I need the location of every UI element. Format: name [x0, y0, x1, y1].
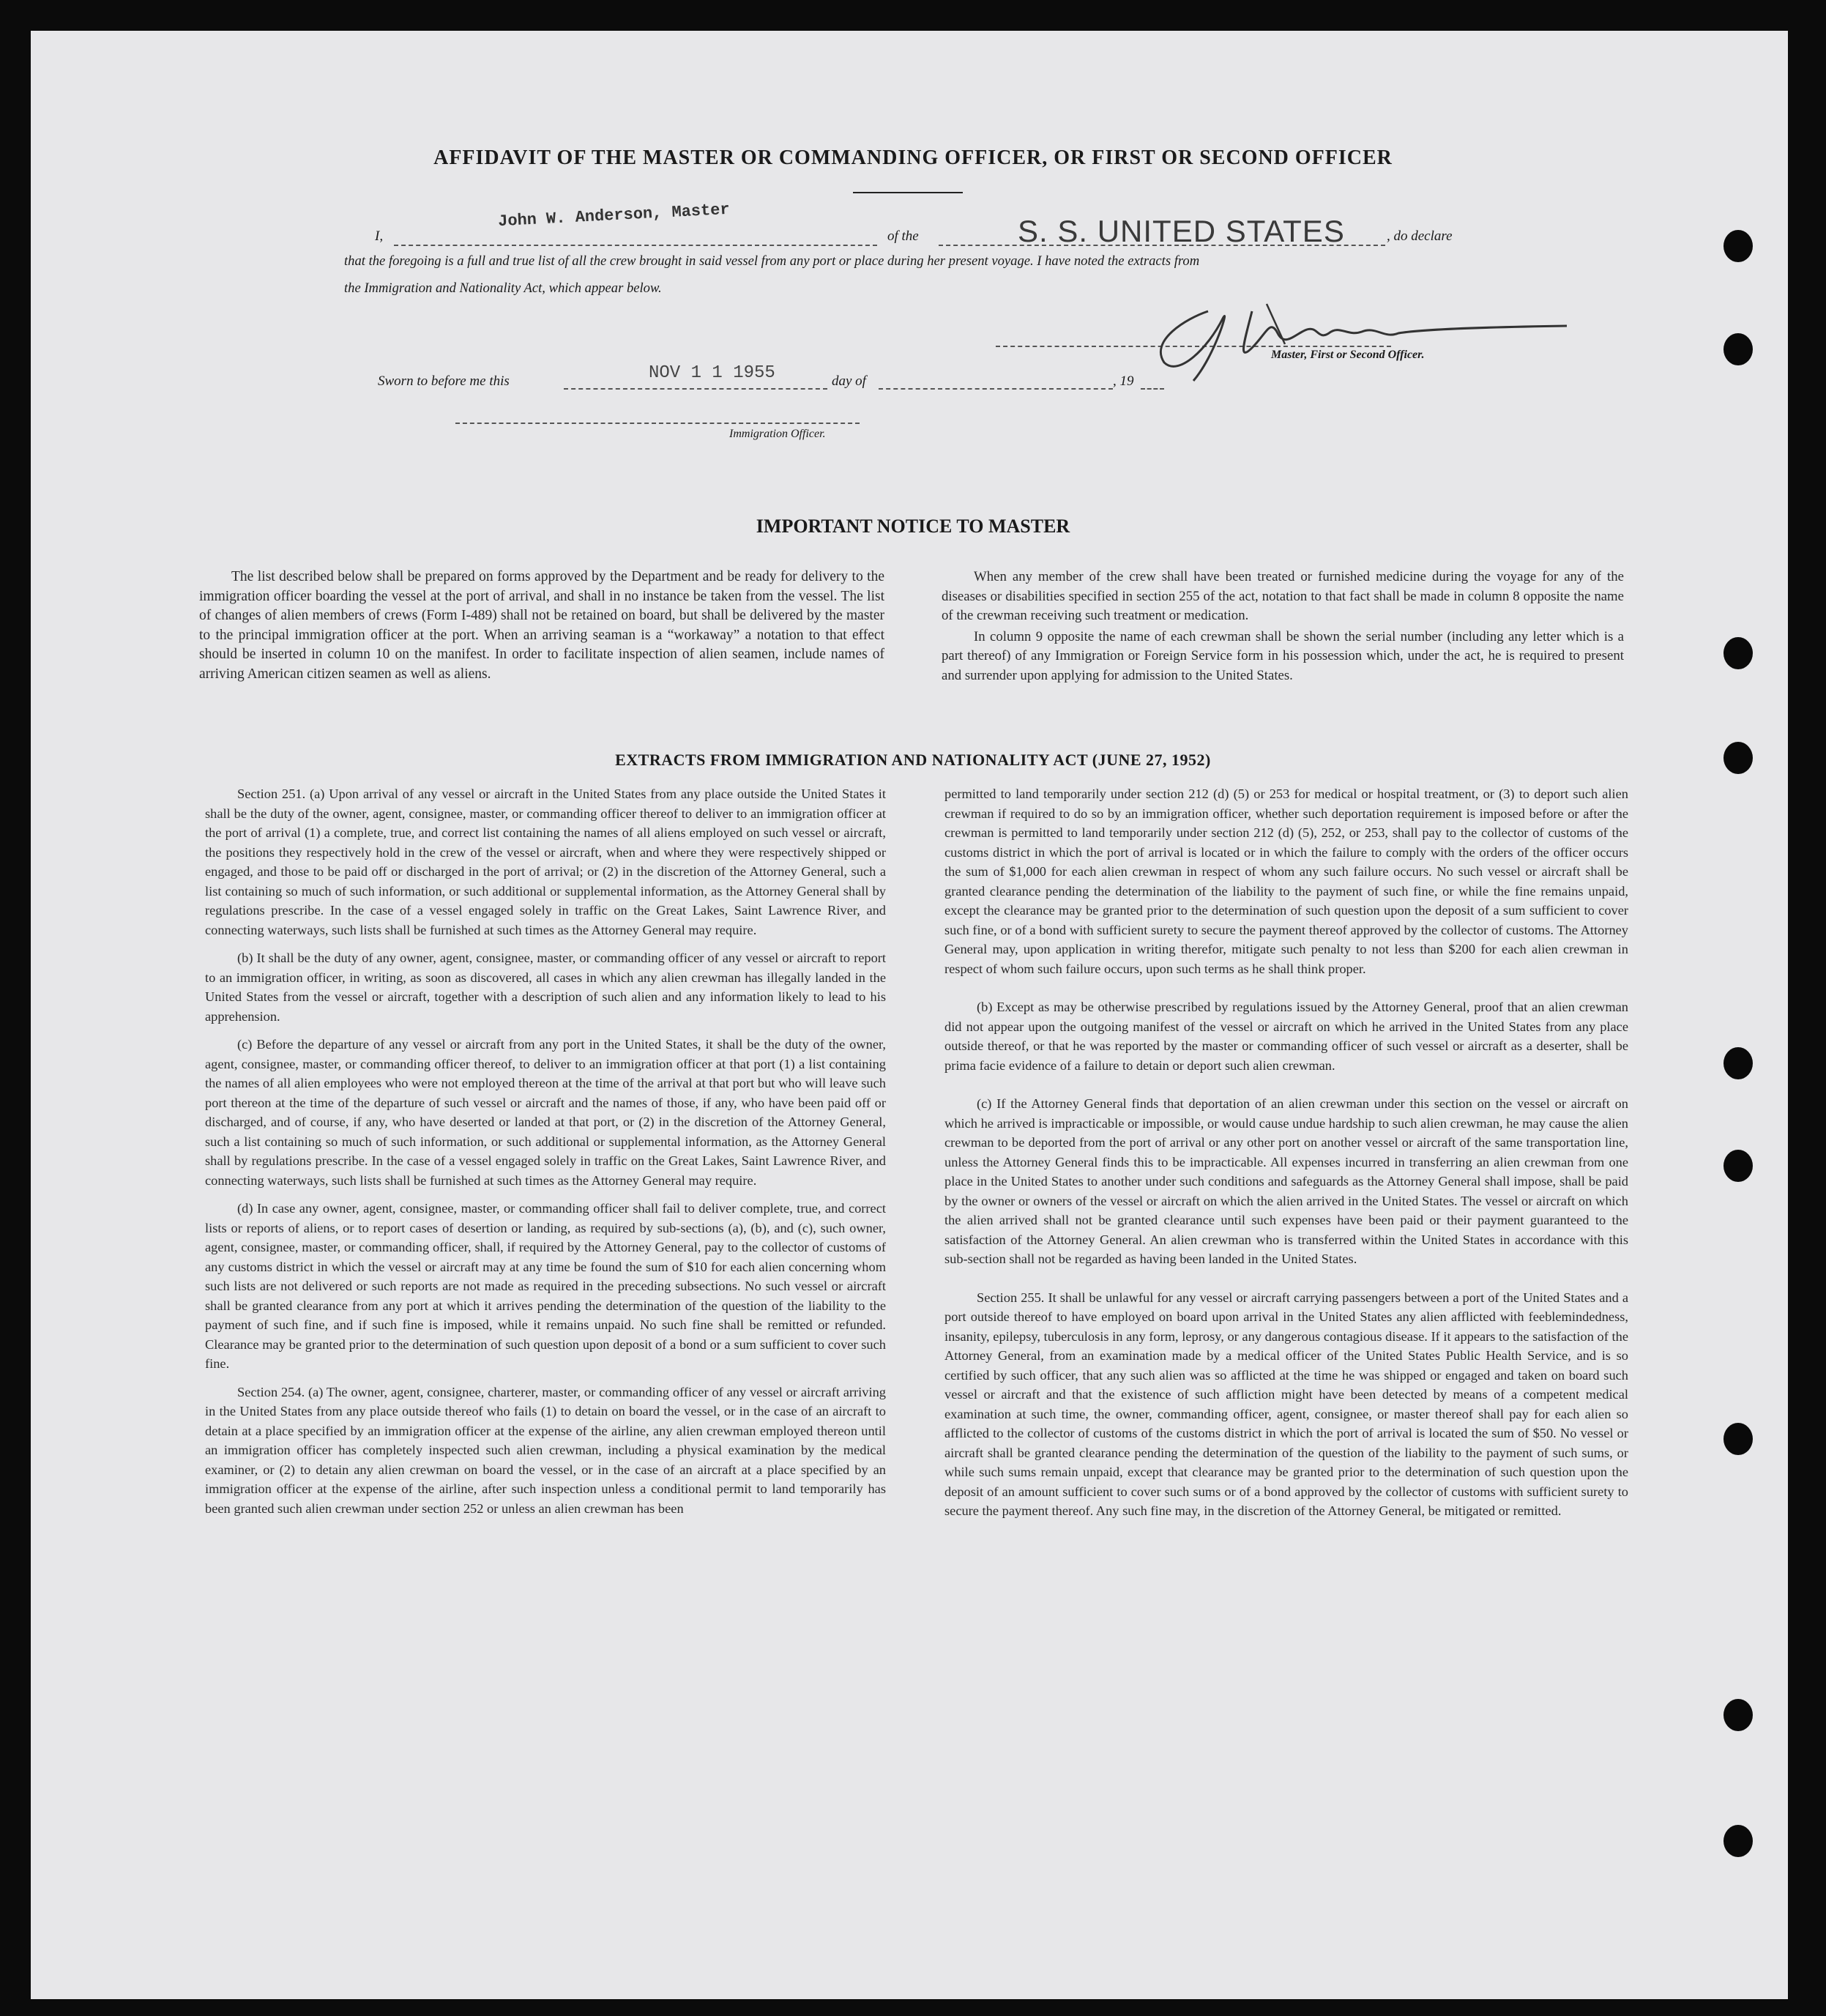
i-label: I,	[375, 228, 384, 244]
section-251-c: (c) Before the departure of any vessel or aircraft from any port in the United States, it shall be the duty of the owner, agent, consignee, master, or commanding officer thereof, to deliver to an immigration officer at that port (1) a list containing the names of all alien employees who were not employed thereon at the time of the arrival at that port but who will leave such port thereon at the time of the departure of such vessel or aircraft and the names of those, if any, who have been paid off or discharged, and of course, if any, who have deserted or landed at that port, or (2) in the discretion of the Attorney General, such a list containing so much of such information, or such additional or supplemental information, as the Attorney General shall by regulations prescribe. In the case of a vessel engaged solely in traffic on the Great Lakes, Saint Lawrence River, and connecting waterways, such lists shall be furnished at such times as the Attorney General may require.	[205, 1037, 886, 1188]
signature-caption: Master, First or Second Officer.	[1271, 349, 1425, 361]
punch-hole	[1723, 1047, 1753, 1079]
notice-right-column	[942, 568, 1624, 694]
notice-left-column	[199, 568, 884, 693]
punch-hole	[1723, 1150, 1753, 1182]
extracts-right-column	[944, 784, 1628, 1530]
punch-hole	[1723, 1699, 1753, 1731]
notice-right-paragraph-1: When any member of the crew shall have been treated or furnished medicine during the voyage for any of the diseases or disabilities specified in section 255 of the act, notation to that fact shall be made in column 8 opposite the name of the crewman receiving such treatment or medication.	[942, 569, 1624, 623]
extracts-left-column	[205, 784, 886, 1527]
section-254-c: (c) If the Attorney General finds that deportation of an alien crewman under this section on the vessel or aircraft on which he arrived is impracticable or impossible, or would cause undue hardship to such alien crewman, he may cause the alien crewman to be deported from the port of arrival or any other port on another vessel or aircraft of the same transportation line, unless the Attorney General finds this to be impracticable. All expenses incurred in transferring an alien crewman from one place in the United States to another under such conditions and safeguards as the Attorney General shall impose, shall be paid by the owner or owners of the vessel or aircraft on which the alien arrived in the United States. The vessel or aircraft on which the alien arrived shall not be granted clearance until such expenses have been paid or their payment guaranteed to the satisfaction of the Attorney General. An alien crewman who is transferred within the United States in accordance with this sub-section shall not be regarded as having been landed in the United States.	[944, 1096, 1628, 1266]
section-251-b: (b) It shall be the duty of any owner, agent, consignee, master, or commanding officer of any vessel or aircraft to report to an immigration officer, in writing, as soon as discovered, all cases in which any alien crewman has illegally landed in the United States from the vessel or aircraft, together with a description of such alien and any information likely to lead to his apprehension.	[205, 951, 886, 1024]
master-signature	[1142, 289, 1581, 392]
immigration-officer-caption: Immigration Officer.	[729, 428, 826, 440]
notice-right-paragraph-2: In column 9 opposite the name of each crewman shall be shown the serial number (including any letter which is a part thereof) of any Immigration or Foreign Service form in his possession which, under the act, he is required to present and surrender upon applying for admission to the United States.	[942, 628, 1624, 683]
declaration-line-1: that the foregoing is a full and true list of all the crew brought in said vessel from any port or place during her present voyage. I have noted the extracts from	[344, 253, 1200, 269]
sworn-year-line	[1141, 388, 1164, 390]
section-254-a: Section 254. (a) The owner, agent, consignee, charterer, master, or commanding officer of any vessel or aircraft arriving in the United States from any place outside thereof who fails (1) to detain on board the vessel, or in the case of an aircraft to detain at a place specified by an immigration officer at the expense of the airline, any alien crewman employed thereon until an immigration officer has completely inspected such alien crewman, including a physical examination by the medical examiner, or (2) to detain any alien crewman on board the vessel, or in the case of an aircraft at a place specified by an immigration officer at the expense of the airline, after such inspection unless a conditional permit to land temporarily has been granted such alien crewman under section 252 or unless an alien crewman has been	[205, 1384, 886, 1516]
year-label: , 19	[1113, 373, 1134, 389]
punch-hole	[1723, 1825, 1753, 1857]
sworn-month-line	[879, 388, 1113, 390]
immigration-officer-line	[455, 423, 860, 424]
notice-left-paragraph: The list described below shall be prepared on forms approved by the Department and be ready for delivery to the immigration officer boarding the vessel at the port of arrival, and shall in no instance be taken from the vessel. The list of changes of alien members of crews (Form I-489) shall not be retained on board, but shall be delivered by the master to the principal immigration officer at the port. When an arriving seaman is a “workaway” a notation to that effect should be inserted in column 10 on the manifest. In order to facilitate inspection of alien seamen, include names of arriving American citizen seamen as well as aliens.	[199, 569, 884, 682]
sworn-day-line	[564, 388, 827, 390]
master-name: John W. Anderson, Master	[497, 200, 731, 231]
sworn-stamp-date: NOV 1 1 1955	[649, 363, 775, 383]
section-251-a: Section 251. (a) Upon arrival of any vessel or aircraft in the United States from any place outside the United States it shall be the duty of the owner, agent, consignee, master, or commanding officer thereof to deliver to an immigration officer at the port of arrival (1) a complete, true, and correct list containing the names of all aliens employed on such vessel or aircraft, the positions they respectively hold in the crew of the vessel or aircraft, when and where they were respectively shipped or engaged, and those to be paid off or discharged in the port of arrival; or (2) in the discretion of the Attorney General, such a list containing so much of such information, or such additional or supplemental information, as the Attorney General shall by regulations prescribe. In the case of a vessel engaged solely in traffic on the Great Lakes, Saint Lawrence River, and connecting waterways, such lists shall be furnished at such times as the Attorney General may require.	[205, 786, 886, 937]
section-251-d: (d) In case any owner, agent, consignee, master, or commanding officer shall fail to deliver complete, true, and correct lists or reports of aliens, or to report cases of desertion or landing, as required by sub-sections (a), (b), and (c), such owner, agent, consignee, master, or commanding officer, shall, if required by the Attorney General, pay to the collector of customs of any customs district in which the vessel or aircraft may at any time be found the sum of $10 for each alien concerning whom such lists are not delivered or such reports are not made as required in the preceding subsections. No such vessel or aircraft shall be granted clearance from any port at which it arrives pending the determination of the question of the liability to the payment of such fine, and if such fine is imposed, while it remains unpaid. No such fine shall be remitted or refunded. Clearance may be granted prior to the determination of such question upon deposit of a bond or a sum sufficient to cover such fine.	[205, 1201, 886, 1371]
title-underline	[853, 192, 963, 193]
declaration-line-2: the Immigration and Nationality Act, which appear below.	[344, 280, 662, 296]
notice-heading: IMPORTANT NOTICE TO MASTER	[756, 516, 1070, 537]
punch-hole	[1723, 637, 1753, 669]
section-255: Section 255. It shall be unlawful for any vessel or aircraft carrying passengers between a port of the United States and a port outside thereof to have employed on board upon arrival in the United States any alien afflicted with feeblemindedness, insanity, epilepsy, tuberculosis in any form, leprosy, or any dangerous contagious disease. If it appears to the satisfaction of the Attorney General, from an examination made by a medical officer of the United States Public Health Service, and is so certified by such officer, that any such alien was so afflicted at the time he was shipped or engaged and taken on board such vessel or aircraft and that the existence of such affliction might have been detected by means of a competent medical examination at such time, the owner, commanding officer, agent, consignee, or master thereof shall pay for each alien so afflicted to the collector of customs of the customs district in which the port of arrival is located the sum of $50. No vessel or aircraft shall be granted clearance pending the determination of the question of the liability to the payment of such sums, or while such sums remain unpaid, except that clearance may be granted prior to the determination of such question upon the deposit of an amount sufficient to cover such sums or of a bond approved by the collector of customs with sufficient surety to secure the payment thereof. Any such fine may, in the discretion of the Attorney General, be mitigated or remitted.	[944, 1290, 1628, 1518]
section-254-a-cont: permitted to land temporarily under section 212 (d) (5) or 253 for medical or hospital treatment, or (3) to deport such alien crewman if required to do so by an immigration officer, whether such deportation requirement is imposed before or after the crewman is permitted to land temporarily under section 212 (d) (5), 252, or 253, shall pay to the collector of customs of the customs district in which the port of arrival is located or in which the failure to comply with the orders of the officer occurs the sum of $1,000 for each alien crewman in respect of whom any such failure occurs. No such vessel or aircraft shall be granted clearance pending the determination of the liability to the payment of such fine, or while the fine remains unpaid, except the clearance may be granted prior to the determination of such question upon the deposit of a sum sufficient to cover such fine, or of a bond with sufficient surety to secure the payment thereof approved by the collector of customs. The Attorney General may, upon application in writing therefor, mitigate such penalty to not less than $200 for each alien crewman in respect of whom such failure occurs, upon such terms as he shall think proper.	[944, 786, 1628, 976]
name-line	[394, 245, 877, 246]
of-the-label: of the	[887, 228, 919, 244]
sworn-label: Sworn to before me this	[378, 373, 510, 389]
extracts-heading: EXTRACTS FROM IMMIGRATION AND NATIONALITY ACT (JUNE 27, 1952)	[615, 751, 1211, 769]
punch-hole	[1723, 1423, 1753, 1455]
punch-hole	[1723, 230, 1753, 262]
day-of-label: day of	[832, 373, 866, 389]
do-declare-label: , do declare	[1387, 228, 1453, 244]
section-254-b: (b) Except as may be otherwise prescribed by regulations issued by the Attorney General, proof that an alien crewman did not appear upon the outgoing manifest of the vessel or aircraft on which he arrived in the United States from any place outside thereof, or that he was reported by the master or commanding officer of such vessel or aircraft as a deserter, shall be prima facie evidence of a failure to detain or deport such alien crewman.	[944, 1000, 1628, 1073]
affidavit-title: AFFIDAVIT OF THE MASTER OR COMMANDING OFFICER, OR FIRST OR SECOND OFFICER	[433, 146, 1393, 169]
vessel-name: S. S. UNITED STATES	[1018, 214, 1345, 248]
punch-hole	[1723, 333, 1753, 365]
